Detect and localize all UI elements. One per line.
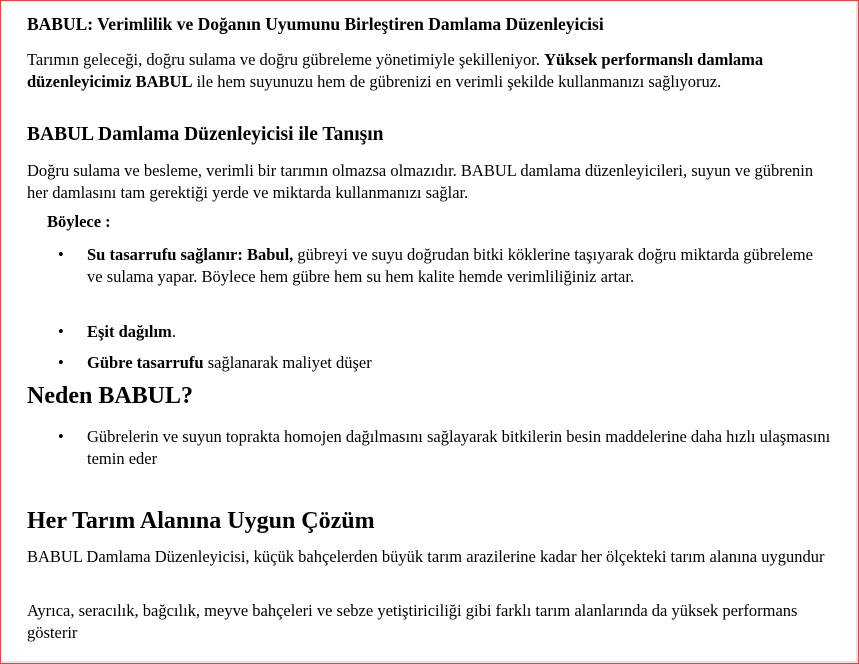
section3-paragraph-1: BABUL Damlama Düzenleyicisi, küçük bahçelerden büyük tarım arazilerine kadar her ölçekteki tarım alanına uygundur [27,547,825,566]
list-item-text: gübreyi ve suyu doğrudan bitki köklerine taşıyarak doğru miktarda gübreleme ve sulama yapar. Böylece hem gübre hem su hem kalite hemde verimliliğiniz artar. [87,245,813,286]
section2-heading: Neden BABUL? [27,383,194,409]
list-item-bold: Gübre tasarrufu [87,353,204,372]
bullet-icon: • [58,245,64,264]
section1-label: Böylece : [47,212,111,231]
section1-paragraph: Doğru sulama ve besleme, verimli bir tarımın olmazsa olmazıdır. BABUL damlama düzenleyicileri, suyun ve gübrenin her damlasını tam gerektiği yerde ve miktarda kullanmanızı sağlar. [27,161,814,202]
intro-text-1: Tarımın geleceği, doğru sulama ve doğru gübreleme yönetimiyle şekilleniyor. [27,50,545,69]
section3-paragraph-2: Ayrıca, seracılık, bağcılık, meyve bahçeleri ve sebze yetiştiriciliği gibi farklı tarım alanlarında da yüksek performans gösterir [27,601,798,642]
list-item-text: Gübrelerin ve suyun toprakta homojen dağılmasını sağlayarak bitkilerin besin maddelerine daha hızlı ulaşmasını temin eder [87,427,831,468]
document-title: BABUL: Verimlilik ve Doğanın Uyumunu Birleştiren Damlama Düzenleyicisi [27,14,604,34]
section1-heading: BABUL Damlama Düzenleyicisi ile Tanışın [27,124,384,145]
intro-paragraph [27,49,837,93]
section3-heading: Her Tarım Alanına Uygun Çözüm [27,508,375,534]
bullet-icon: • [58,353,64,372]
bullet-icon: • [58,427,64,446]
list-item-text: sağlanarak maliyet düşer [203,353,372,372]
intro-text-2: ile hem suyunuzu hem de gübrenizi en verimli şekilde kullanmanızı sağlıyoruz. [192,72,722,91]
list-item-bold: Eşit dağılım [87,322,172,341]
list-item-bold: Su tasarrufu sağlanır: Babul, [87,245,294,264]
intro-bold: Yüksek performanslı damlama düzenleyicimiz BABUL [27,50,764,91]
bullet-icon: • [58,322,64,341]
list-item-text: . [171,322,176,341]
